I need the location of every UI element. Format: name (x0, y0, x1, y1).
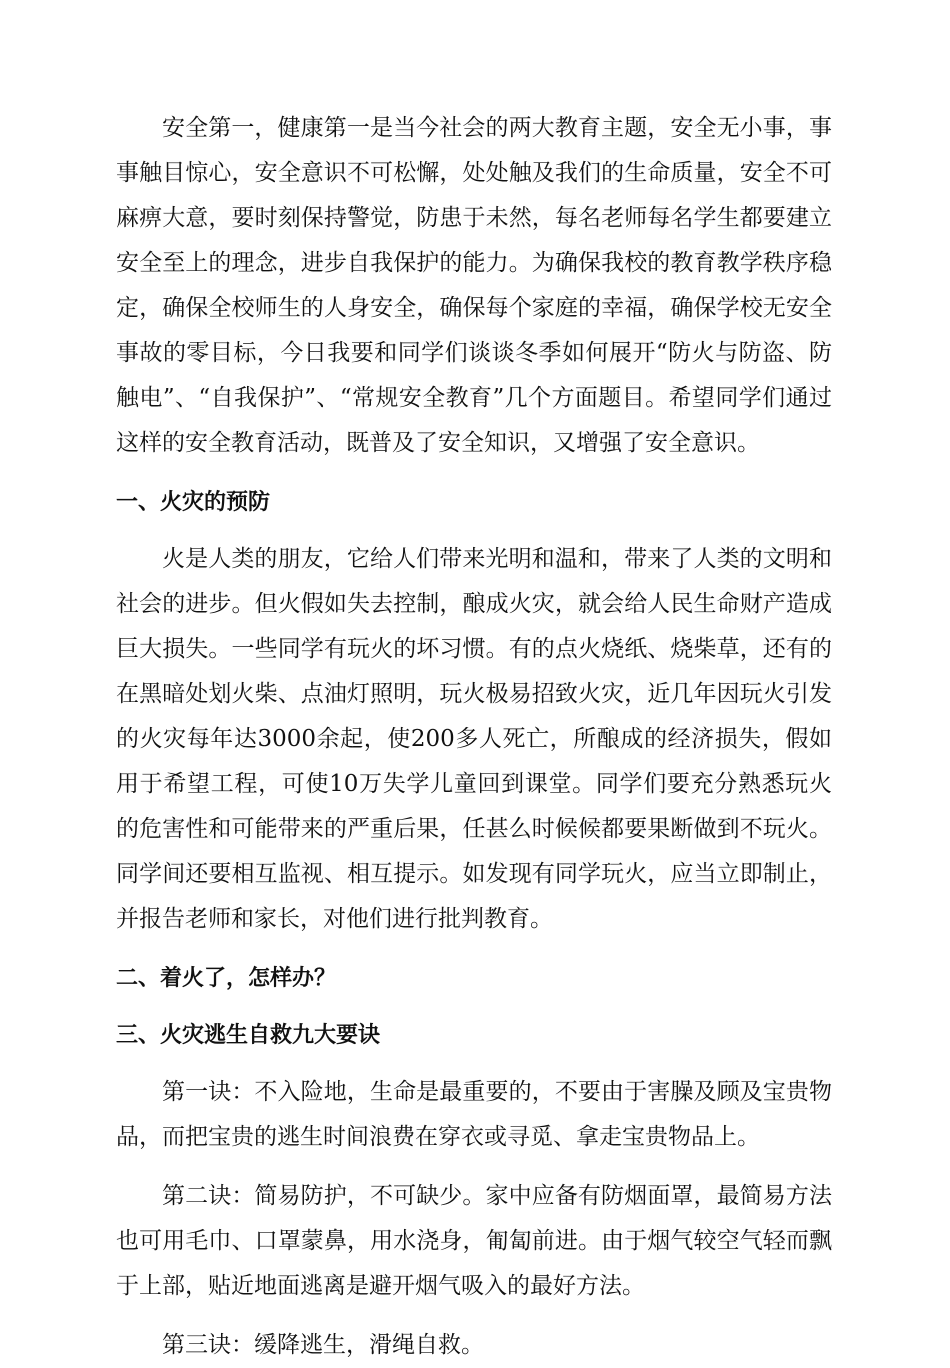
escape-tip-2: 第二诀：简易防护，不可缺少。家中应备有防烟面罩，最简易方法也可用毛巾、口罩蒙鼻，用水浇身，匍匐前进。由于烟气较空气轻而飘于上部，贴近地面逃离是避开烟气吸入的最好方法。 (116, 1183, 832, 1299)
section-heading-fire-prevention: 一、火灾的预防 (116, 490, 271, 515)
escape-tip-3: 第三诀：缓降逃生，滑绳自救。 (162, 1332, 484, 1358)
intro-paragraph: 安全第一，健康第一是当今社会的两大教育主题，安全无小事，事事触目惊心，安全意识不可松懈，处处触及我们的生命质量，安全不可麻痹大意，要时刻保持警觉，防患于未然，每名老师每名学生都要建立安全至上的理念，进步自我保护的能力。为确保我校的教育教学秩序稳定，确保全校师生的人身安全，确保每个家庭的幸福，确保学校无安全事故的零目标，今日我要和同学们谈谈冬季如何展开“防火与防盗、防触电”、“自我保护”、“常规安全教育”几个方面题目。希望同学们通过这样的安全教育活动，既普及了安全知识，又增强了安全意识。 (116, 115, 832, 456)
escape-tip-1: 第一诀：不入险地，生命是最重要的，不要由于害臊及顾及宝贵物品，而把宝贵的逃生时间浪费在穿衣或寻觅、拿走宝贵物品上。 (116, 1079, 832, 1150)
section-heading-on-fire: 二、着火了，怎样办？ (116, 966, 337, 991)
document-page (116, 106, 832, 1368)
section-heading-escape-tips: 三、火灾逃生自救九大要诀 (116, 1023, 381, 1048)
fire-prevention-paragraph: 火是人类的朋友，它给人们带来光明和温和，带来了人类的文明和社会的进步。但火假如失去控制，酿成火灾，就会给人民生命财产造成巨大损失。一些同学有玩火的坏习惯。有的点火烧纸、烧柴草，还有的在黑暗处划火柴、点油灯照明，玩火极易招致火灾，近几年因玩火引发的火灾每年达3000余起，使200多人死亡，所酿成的经济损失，假如用于希望工程，可使10万失学儿童回到课堂。同学们要充分熟悉玩火的危害性和可能带来的严重后果，任甚么时候候都要果断做到不玩火。同学间还要相互监视、相互提示。如发现有同学玩火，应当立即制止，并报告老师和家长，对他们进行批判教育。 (116, 546, 832, 932)
